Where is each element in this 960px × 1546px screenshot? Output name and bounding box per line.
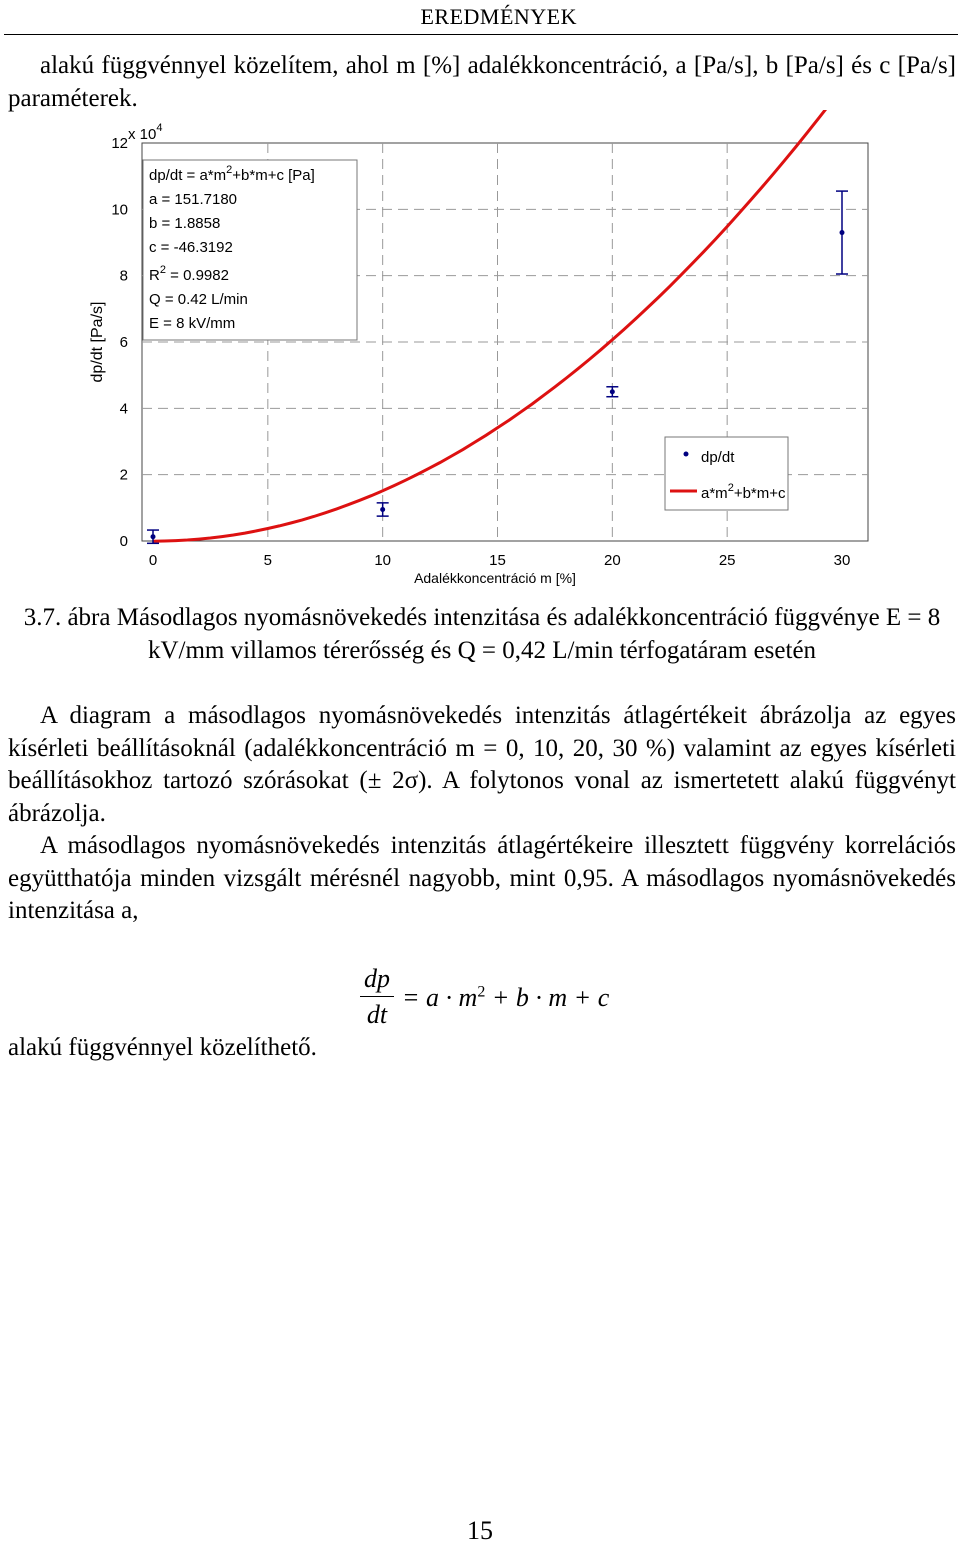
legend-label-fit: $a*m^2+b*m+c$ [701, 482, 786, 502]
x-axis-label: Adalékkoncentráció m [%] [414, 570, 576, 586]
y-tick-label: 0 [119, 533, 128, 550]
x-tick-labels [149, 552, 851, 569]
legend-label-points: dp/dt [701, 449, 735, 466]
annotation-a: a = 151.7180 [149, 191, 238, 208]
y-axis-label: dp/dt [Pa/s] [89, 301, 106, 383]
y-multiplier-label: x $10^4$ [128, 122, 163, 143]
x-tick-label: 5 [263, 552, 273, 569]
annotation-equation: $dp/dt = a*m^2+b*m+c$ [Pa] [149, 164, 315, 184]
closing-text: alakú függvénnyel közelíthető. [8, 1034, 317, 1061]
intro-paragraph: alakú függvénnyel közelítem, ahol m [%] adalékkoncentráció, a [Pa/s], b [Pa/s] és c [Pa/s] paraméterek. [8, 52, 956, 112]
y-tick-label: 8 [119, 267, 128, 285]
annotation-c: c = -46.3192 [149, 239, 233, 256]
data-point [380, 507, 385, 512]
data-point [840, 230, 845, 235]
y-tick-label: 4 [119, 400, 128, 418]
x-tick-label: 10 [374, 552, 392, 569]
header-rule [4, 34, 958, 35]
y-tick-labels [111, 135, 128, 550]
x-tick-label: 25 [718, 552, 736, 569]
page-number: 15 [467, 1516, 493, 1545]
annotation-b: b = 1.8858 [149, 215, 221, 232]
x-tick-label: 20 [603, 552, 621, 569]
figure-caption: 3.7. ábra Másodlagos nyomásnövekedés intenzitása és adalékkoncentráció függvénye E = 8 kV/mm villamos térerősség és Q = 0,42 L/min térfogatáram esetén [23, 604, 941, 664]
y-tick-label: 12 [111, 135, 128, 152]
x-tick-label: 15 [489, 552, 506, 569]
fit-annotation-box [143, 160, 357, 340]
body-paragraph-1: A diagram a másodlagos nyomásnövekedés intenzitás átlagértékeit ábrázolja az egyes kísérleti beállításoknál (adalékkoncentráció m = 0, 10, 20, 30 %) valamint az egyes kísérleti beállításokhoz tartozó szórásokat (± 2σ). A folytonos vonal az ismertetett alakú függvényt ábrázolja. [8, 702, 956, 827]
legend-marker-points [684, 452, 689, 457]
y-tick-label: 6 [119, 334, 128, 351]
body-paragraph-2: A másodlagos nyomásnövekedés intenzitás átlagértékeire illesztett függvény korrelációs együtthatója minden vizsgált mérésnél nagyobb, mint 0,95. A másodlagos nyomásnövekedés intenzitása a, [8, 832, 956, 924]
formula-denominator: dt [366, 1000, 388, 1029]
formula-rhs: = a · m [402, 982, 478, 1012]
x-tick-label: 0 [148, 552, 158, 569]
annotation-q: Q = 0.42 L/min [149, 291, 248, 308]
running-header: EREDMÉNYEK [420, 4, 577, 29]
legend [665, 437, 788, 510]
formula-rhs-rest: + b · m + c [485, 982, 610, 1012]
data-point [610, 389, 615, 394]
x-tick-label: 30 [833, 552, 851, 569]
annotation-e: E = 8 kV/mm [149, 315, 236, 332]
y-tick-label: 2 [119, 466, 128, 484]
formula-numerator: dp [360, 962, 394, 997]
annotation-r2: $R^2 = 0.9982$ [149, 264, 229, 284]
chart [0, 110, 960, 600]
data-point [151, 534, 156, 539]
formula [360, 962, 609, 1033]
formula-exponent: 2 [477, 982, 486, 1000]
y-tick-label: 10 [111, 201, 128, 219]
